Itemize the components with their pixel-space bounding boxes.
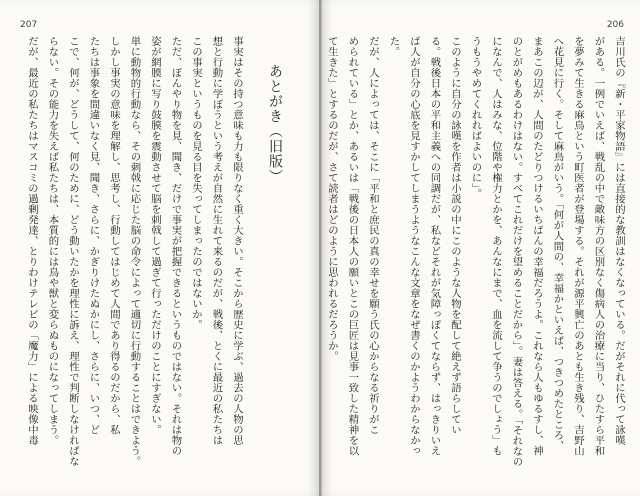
text-line: だが、人によっては、そこに「平和と庶民の真の幸せを願う氏の心からなる祈りがこ <box>367 36 379 435</box>
text-line: 事実はその持つ意味も力も限りなく重く大きい。そこから歴史に学ぶ、過去の人物の思 <box>231 36 243 446</box>
text-line: を夢みて生きる麻鳥という町医者が登場する。それが源平興亡のあとも生き残り、吉野山 <box>572 36 584 456</box>
text-line: のとがめもあるわけはない。すべてこれだけを望めることだから」。妻は答える。「それなの <box>510 36 523 467</box>
page-number: 207 <box>20 20 38 30</box>
text-line: このように自分の詠嘆を作者は小説の中にこのような人物を配して絶えず語らしてい <box>449 36 461 435</box>
text-line: まあこの辺が、人間のたどりつけるいちばんの幸福だろうよ。これなら人もゆるすし、神 <box>531 36 543 456</box>
section-title: あとがき（旧版） <box>267 64 283 184</box>
left-page <box>0 0 319 496</box>
text-line: て生きた」とするのだが、さて読者はどのように思われるだろうか。 <box>326 36 338 362</box>
body-text <box>11 36 247 468</box>
text-line: る。戦後日本の平和主義への同調だが、私などそれが気障っぽくてならず、はっきりいえ <box>428 36 441 456</box>
body-text <box>326 36 629 468</box>
text-line: ば人が自分の心底を見すかしてしまうようなこんな文章をなぜ書くのかようわからなかった。 <box>387 36 420 456</box>
text-line: 吉川氏の『新・平家物語』には直接的な教訓はなくなっている。だがそれに代って詠嘆 <box>613 36 625 446</box>
text-line: うもうやめてくれればよいのに」。 <box>469 36 482 199</box>
text-line: へ花見に行く。そして麻鳥がいう。「何が人間の、幸福かといえば、つきつめたところ、 <box>551 36 564 451</box>
text-line: しかし事実の意味を理解し、思考し、行動してはじめて人間であり得るのだから、私 <box>108 36 120 435</box>
text-line: らない。その能力を失えば私たちは、本質的には鳥や獣と変らぬものになってしまう。 <box>46 36 59 446</box>
text-line: がある。一例でいえば、戦乱の中で敵味方の区別なく傷病人の治療に当り、ひたすら平和 <box>592 36 605 456</box>
text-line: 想と行動に学ぼうという考えが自然に生れて来るのだが、戦後、とくに最近の私たちは <box>210 36 223 446</box>
page-number: 206 <box>606 20 624 30</box>
text-line: ただ、ぼんやり物を見、聞き、だけで事実が把握できるというものではない。それは物の <box>169 36 182 456</box>
text-line: になんで、人はみな、位階や権力とかを、あんなにまで、血を流して争うのでしょう」も <box>490 36 502 456</box>
text-line: たちは事象を間違いなく見、聞き、さらに、かぎりけたぬかにし、さらに、いつ、ど <box>87 36 100 435</box>
text-line: だが、最近の私たちはマスコミの過剰発達、とりわけテレビの「魔力」による映像中毒 <box>26 36 38 446</box>
text-line: 姿が網膜に写り鼓膜を震動させて脳を刺戟して過ぎて行っただけのことにすぎない。 <box>149 36 161 435</box>
text-line: められている」とか、あるいは「戦後の日本人の願いとこの巨匠は見事一致した精神を以 <box>346 36 359 456</box>
right-page <box>321 0 640 496</box>
text-line: こで、何が、どうして、何のために、どう動いたかを理性に訴え、理性で判断しなければな <box>67 36 79 467</box>
text-line: この事実というものを見る目を失ってしまったのではないか。 <box>190 36 202 330</box>
text-line: 単に動物的行動なら、その刺戟に応じた脳の命令によって適切に行動することはできよう。 <box>128 36 141 467</box>
